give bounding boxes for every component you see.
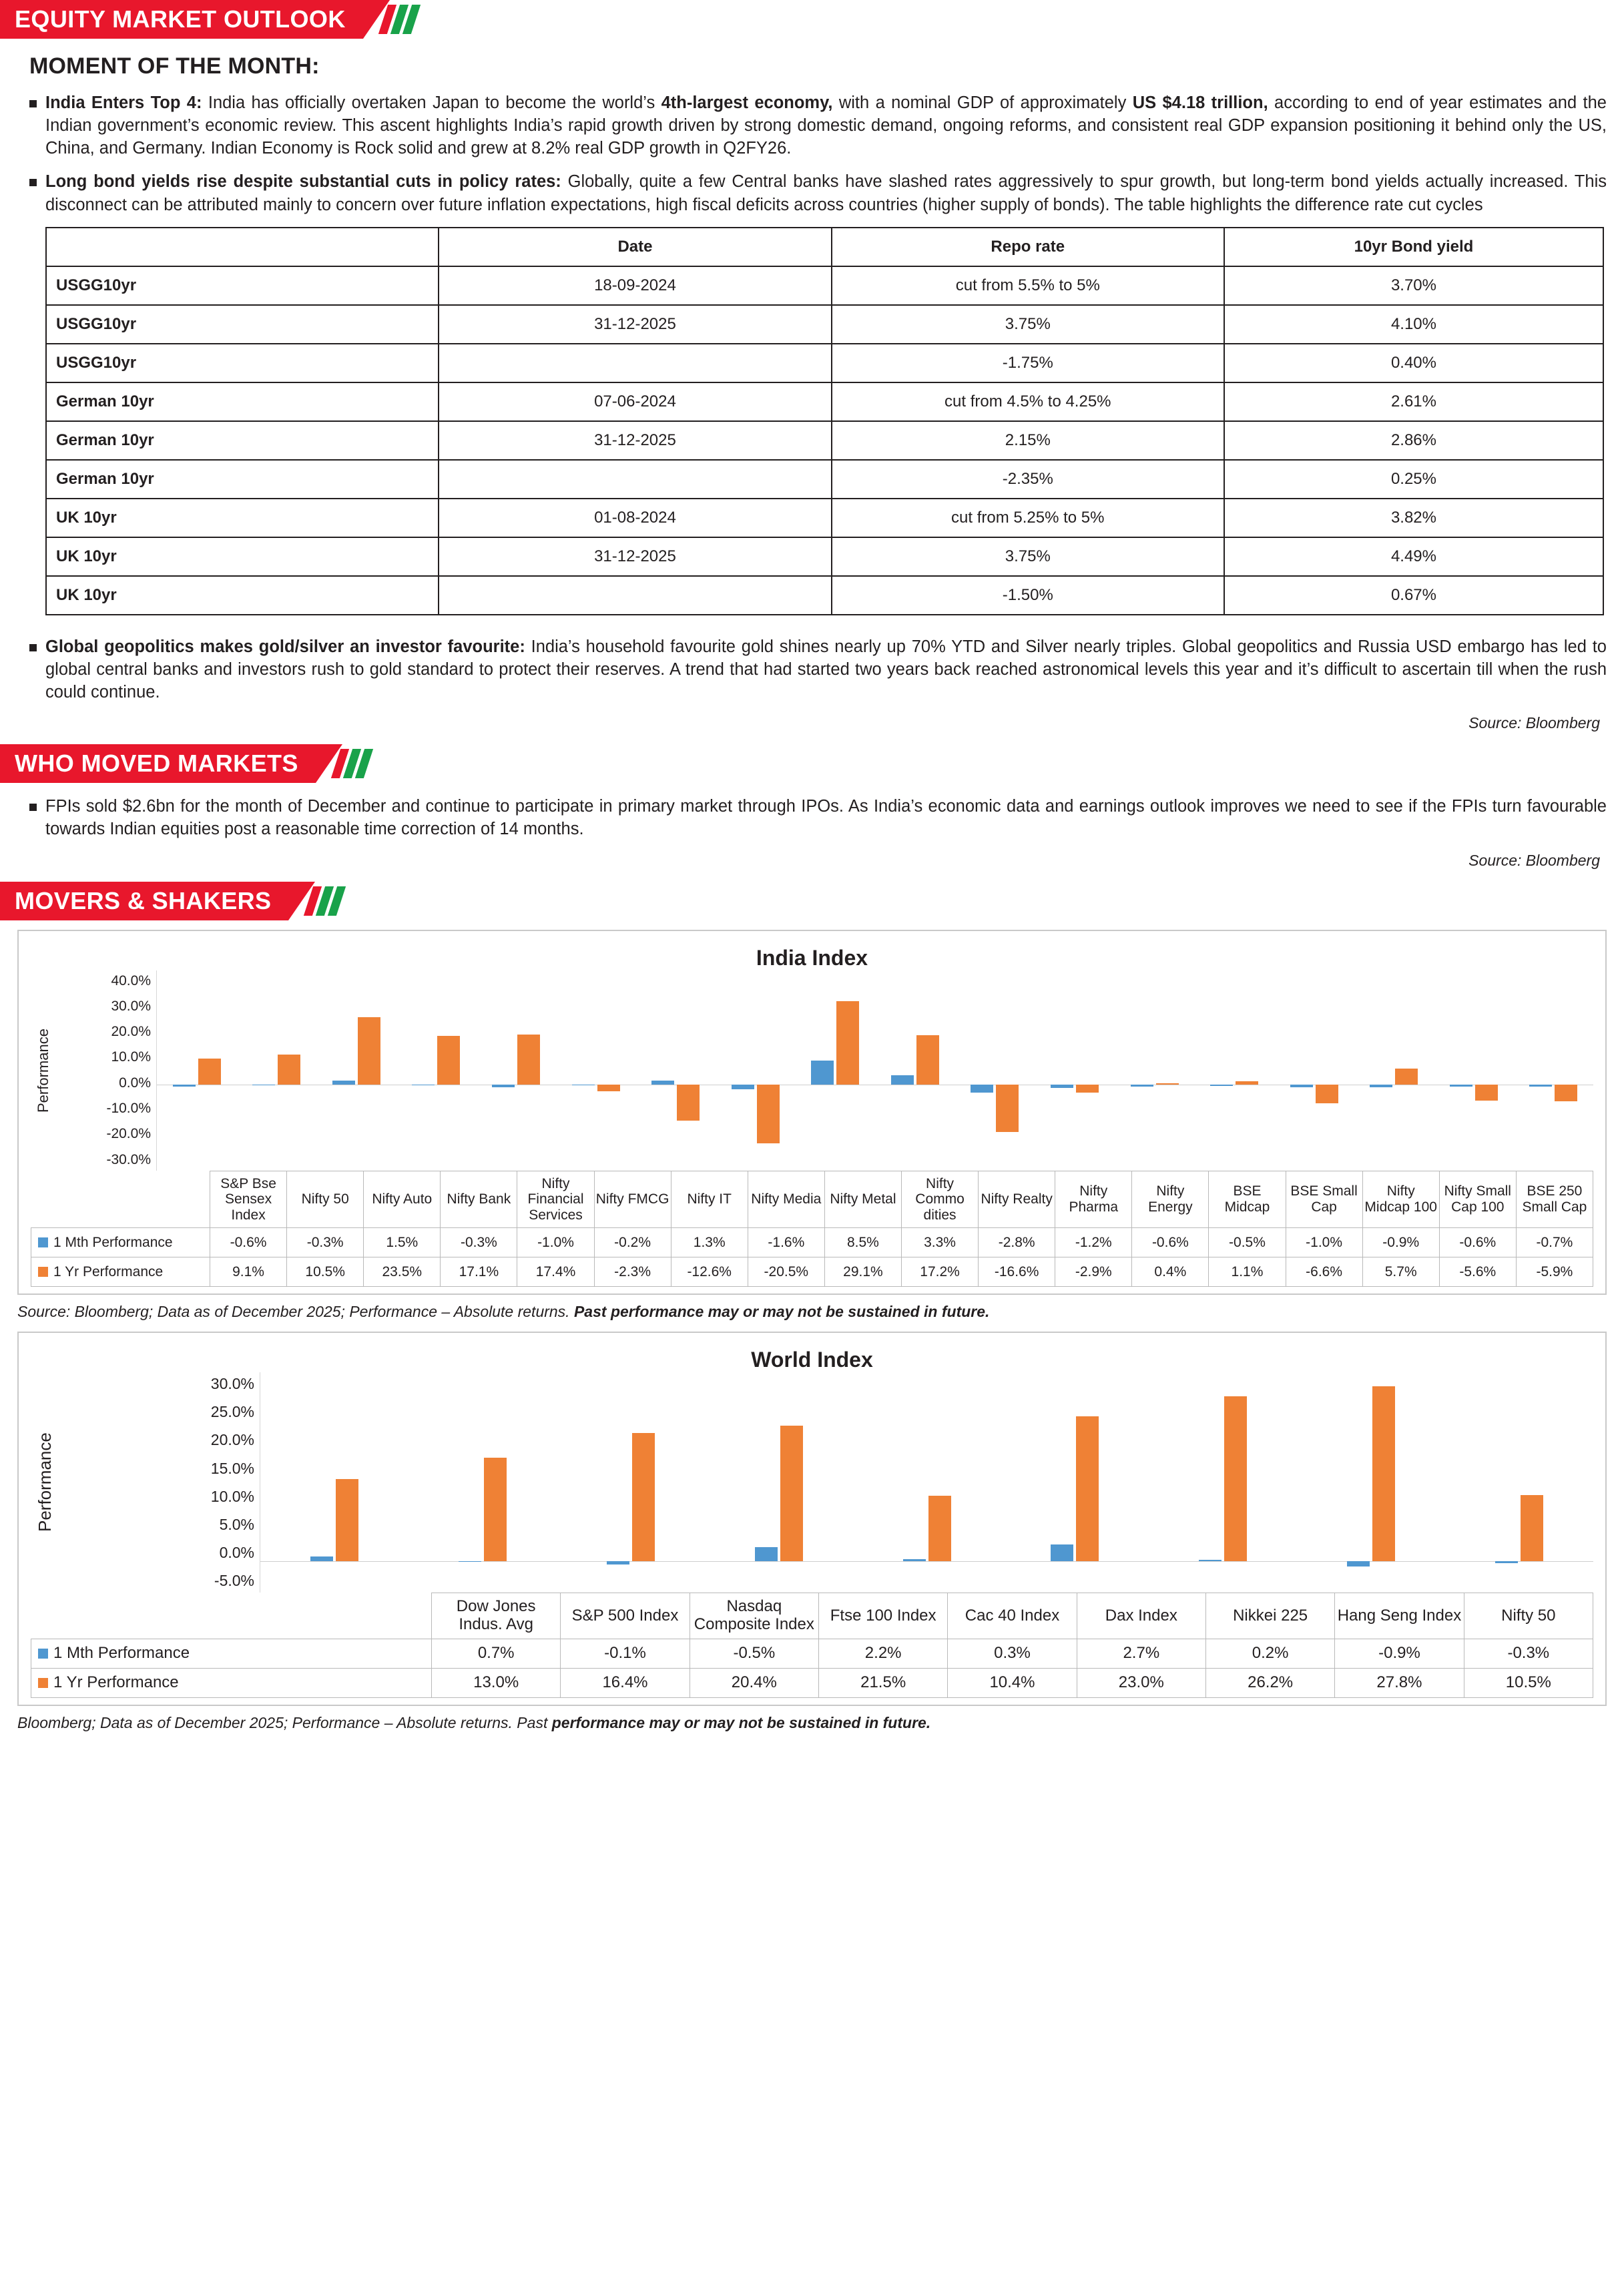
y-tick: 0.0% xyxy=(119,1075,151,1091)
bar-one-year xyxy=(1372,1386,1395,1561)
bar-one-year xyxy=(336,1479,358,1561)
value-one-year: 26.2% xyxy=(1205,1668,1334,1697)
bullet-lead: India Enters Top 4: xyxy=(45,93,202,112)
bar-one-year xyxy=(484,1458,507,1561)
y-axis-ticks-india xyxy=(56,970,156,1171)
bar-one-year xyxy=(996,1085,1019,1132)
value-one-year: 29.1% xyxy=(824,1257,901,1287)
col-header-repo-rate: Repo rate xyxy=(832,228,1224,266)
cell-yield: 3.70% xyxy=(1224,266,1603,305)
bar-group xyxy=(1149,1372,1297,1593)
who-moved-bullet-list xyxy=(17,795,1607,840)
value-one-year: -16.6% xyxy=(979,1257,1055,1287)
value-one-year: 1.1% xyxy=(1209,1257,1286,1287)
category-label: Nifty Auto xyxy=(364,1171,441,1228)
cell-repo: cut from 5.25% to 5% xyxy=(832,499,1224,537)
cell-label: UK 10yr xyxy=(46,499,439,537)
category-label: Nifty Realty xyxy=(979,1171,1055,1228)
bar-group xyxy=(705,1372,853,1593)
bar-one-year xyxy=(1076,1416,1099,1561)
bar-one-month xyxy=(971,1085,993,1093)
category-label: Nasdaq Composite Index xyxy=(690,1593,818,1639)
cell-label: USGG10yr xyxy=(46,266,439,305)
bar-one-year xyxy=(358,1017,380,1085)
bullet-text-3: according to end of year estimates and the Indian government’s economic review. This ascent highlights India’s rapid growth driven by strong domestic demand, ongoing reforms, and consistent real GDP expansion positioning it behind only the US, China, and Germany. Indian Economy is Rock solid and grew at 8.2% real GDP growth in Q2FY26. xyxy=(45,93,1607,158)
legend-key-one-month: 1 Mth Performance xyxy=(31,1639,432,1668)
category-label: Cac 40 Index xyxy=(948,1593,1077,1639)
category-label: Ftse 100 Index xyxy=(818,1593,947,1639)
bar-one-month xyxy=(1370,1085,1392,1087)
cell-label: USGG10yr xyxy=(46,344,439,382)
cell-date: 31-12-2025 xyxy=(439,305,831,344)
value-one-month: -0.5% xyxy=(690,1639,818,1668)
bar-one-month xyxy=(1051,1544,1073,1561)
value-one-year: 21.5% xyxy=(818,1668,947,1697)
bar-group xyxy=(1274,970,1354,1171)
value-one-month: -0.6% xyxy=(1132,1228,1209,1257)
category-label: Dow Jones Indus. Avg xyxy=(432,1593,561,1639)
bar-group xyxy=(1001,1372,1149,1593)
table-row xyxy=(46,344,1603,382)
gold-silver-bullet-list xyxy=(17,635,1607,703)
value-one-month: -0.6% xyxy=(210,1228,287,1257)
y-axis-label-india: Performance xyxy=(35,1028,51,1113)
section-banner-who-moved-markets xyxy=(0,744,1607,783)
bar-group xyxy=(955,970,1035,1171)
cell-date: 31-12-2025 xyxy=(439,421,831,460)
world-bars xyxy=(260,1372,1593,1593)
y-tick: 10.0% xyxy=(210,1487,254,1505)
y-axis-label-world: Performance xyxy=(35,1432,55,1532)
category-label: Nifty Financial Services xyxy=(517,1171,594,1228)
value-one-year: 10.5% xyxy=(1464,1668,1593,1697)
bar-one-year xyxy=(757,1085,780,1143)
y-tick: 25.0% xyxy=(210,1403,254,1421)
legend-key-one-month: 1 Mth Performance xyxy=(31,1228,210,1257)
value-one-year: -6.6% xyxy=(1286,1257,1362,1287)
category-label: Nifty Media xyxy=(748,1171,824,1228)
banner-slashes-icon xyxy=(308,882,344,920)
value-one-month: -1.0% xyxy=(1286,1228,1362,1257)
bar-group xyxy=(635,970,716,1171)
bar-group xyxy=(875,970,955,1171)
col-header-bond-yield: 10yr Bond yield xyxy=(1224,228,1603,266)
bar-group xyxy=(1434,970,1514,1171)
value-one-month: 1.3% xyxy=(671,1228,748,1257)
y-tick: 10.0% xyxy=(111,1049,151,1065)
cell-yield: 0.40% xyxy=(1224,344,1603,382)
value-one-year: -5.9% xyxy=(1516,1257,1593,1287)
bar-one-year xyxy=(836,1001,859,1085)
bar-one-year xyxy=(278,1055,300,1085)
cell-label: German 10yr xyxy=(46,460,439,499)
value-one-month: 0.7% xyxy=(432,1639,561,1668)
bar-group xyxy=(796,970,876,1171)
banner-label: EQUITY MARKET OUTLOOK xyxy=(0,0,363,39)
table-row xyxy=(46,499,1603,537)
table-row xyxy=(46,305,1603,344)
bar-one-month xyxy=(173,1085,196,1087)
bullet-text: India’s household favourite gold shines nearly up 70% YTD and Silver nearly triples. Global geopolitics and Russia USD embargo has led to global central banks and investors rush to gold standard to protect their reserves. A trend that had started two years back reached astronomical levels this year and it’s difficult to ascertain till when the rush could continue. xyxy=(45,637,1607,702)
bar-one-year xyxy=(677,1085,700,1121)
bar-one-month xyxy=(811,1061,834,1085)
category-label: Dax Index xyxy=(1077,1593,1205,1639)
cell-yield: 4.49% xyxy=(1224,537,1603,576)
bar-one-month xyxy=(903,1559,926,1561)
y-tick: 30.0% xyxy=(210,1375,254,1393)
category-label: Nifty FMCG xyxy=(594,1171,671,1228)
banner-label: MOVERS & SHAKERS xyxy=(0,882,288,920)
bar-group xyxy=(157,970,237,1171)
value-one-month: 1.5% xyxy=(364,1228,441,1257)
y-tick: -10.0% xyxy=(106,1100,151,1116)
source-bloomberg-2: Source: Bloomberg xyxy=(1468,851,1600,869)
value-one-year: 17.4% xyxy=(517,1257,594,1287)
cell-date: 07-06-2024 xyxy=(439,382,831,421)
value-one-month: -0.9% xyxy=(1362,1228,1439,1257)
bar-group xyxy=(1297,1372,1445,1593)
bar-one-month xyxy=(607,1561,629,1564)
y-tick: 20.0% xyxy=(210,1431,254,1449)
bar-one-month xyxy=(1347,1561,1370,1566)
bar-group xyxy=(1115,970,1195,1171)
world-chart-area xyxy=(31,1372,1593,1593)
cell-date xyxy=(439,344,831,382)
bullet-fpi-flows: FPIs sold $2.6bn for the month of December and continue to participate in primary market through IPOs. As India’s economic data and earnings outlook improves we need to see if the FPIs turn favourable towards Indian equities post a reasonable time correction of 14 months. xyxy=(17,795,1607,840)
cell-date xyxy=(439,460,831,499)
y-tick: 40.0% xyxy=(111,972,151,988)
col-header-date: Date xyxy=(439,228,831,266)
value-one-year: 9.1% xyxy=(210,1257,287,1287)
bar-group xyxy=(853,1372,1001,1593)
value-one-month: -0.6% xyxy=(1439,1228,1516,1257)
table-row-1mth xyxy=(31,1639,1593,1668)
y-tick: 5.0% xyxy=(219,1515,254,1533)
bullet-text: Globally, quite a few Central banks have slashed rates aggressively to spur growth, but long-term bond yields actually increased. This disconnect can be attributed mainly to concern over future inflation expectations, high fiscal deficits across countries (higher supply of bonds). The table highlights the difference rate cut cycles xyxy=(45,172,1607,214)
cell-yield: 4.10% xyxy=(1224,305,1603,344)
bar-one-year xyxy=(1076,1085,1099,1093)
value-one-month: -1.6% xyxy=(748,1228,824,1257)
bar-one-month xyxy=(651,1081,674,1085)
bullet-lead: Long bond yields rise despite substantial cuts in policy rates: xyxy=(45,172,561,192)
table-row xyxy=(46,576,1603,615)
cell-repo: -1.75% xyxy=(832,344,1224,382)
value-one-year: 5.7% xyxy=(1362,1257,1439,1287)
value-one-month: -0.3% xyxy=(441,1228,517,1257)
bar-one-year xyxy=(780,1426,803,1561)
bar-one-year xyxy=(1156,1083,1179,1085)
cell-yield: 0.25% xyxy=(1224,460,1603,499)
category-label: BSE Midcap xyxy=(1209,1171,1286,1228)
y-axis-ticks-world xyxy=(59,1372,260,1593)
bar-one-year xyxy=(437,1036,460,1085)
bar-group xyxy=(556,970,636,1171)
cell-date: 31-12-2025 xyxy=(439,537,831,576)
cell-repo: cut from 4.5% to 4.25% xyxy=(832,382,1224,421)
bar-one-month xyxy=(1495,1561,1518,1563)
table-row-1mth xyxy=(31,1228,1593,1257)
bar-one-year xyxy=(916,1035,939,1085)
bullet-lead: Global geopolitics makes gold/silver an investor favourite: xyxy=(45,637,525,656)
bar-group xyxy=(1445,1372,1593,1593)
y-tick: -30.0% xyxy=(106,1151,151,1167)
category-label: Nifty Commo dities xyxy=(901,1171,978,1228)
bar-one-year xyxy=(517,1035,540,1085)
bar-one-month xyxy=(891,1075,914,1085)
bar-one-month xyxy=(332,1081,355,1085)
cell-repo: -2.35% xyxy=(832,460,1224,499)
value-one-year: -2.9% xyxy=(1055,1257,1132,1287)
bar-group xyxy=(1354,970,1434,1171)
y-tick: 15.0% xyxy=(210,1459,254,1477)
category-label: Nifty Metal xyxy=(824,1171,901,1228)
value-one-month: -1.2% xyxy=(1055,1228,1132,1257)
cell-repo: -1.50% xyxy=(832,576,1224,615)
legend-key-one-year: 1 Yr Performance xyxy=(31,1668,432,1697)
value-one-month: -1.0% xyxy=(517,1228,594,1257)
cell-yield: 3.82% xyxy=(1224,499,1603,537)
cell-yield: 2.86% xyxy=(1224,421,1603,460)
col-header-0 xyxy=(46,228,439,266)
table-row-categories xyxy=(31,1171,1593,1228)
section-banner-movers-shakers xyxy=(0,882,1607,920)
value-one-year: 27.8% xyxy=(1335,1668,1464,1697)
section-banner-equity-outlook xyxy=(0,0,1607,39)
value-one-year: 10.4% xyxy=(948,1668,1077,1697)
value-one-month: 2.2% xyxy=(818,1639,947,1668)
value-one-year: 16.4% xyxy=(561,1668,690,1697)
y-tick: 0.0% xyxy=(219,1543,254,1561)
cell-repo: 3.75% xyxy=(832,305,1224,344)
moment-of-the-month-title: MOMENT OF THE MONTH: xyxy=(29,53,320,79)
bar-group xyxy=(396,970,477,1171)
bar-one-month xyxy=(1199,1560,1222,1561)
category-label: BSE Small Cap xyxy=(1286,1171,1362,1228)
table-row xyxy=(46,382,1603,421)
world-index-data-table xyxy=(31,1593,1593,1698)
table-row-categories xyxy=(31,1593,1593,1639)
bar-group xyxy=(1514,970,1594,1171)
value-one-month: -0.7% xyxy=(1516,1228,1593,1257)
table-row xyxy=(46,266,1603,305)
value-one-month: -0.5% xyxy=(1209,1228,1286,1257)
bar-group xyxy=(316,970,396,1171)
value-one-month: -0.9% xyxy=(1335,1639,1464,1668)
bar-one-year xyxy=(1475,1085,1498,1101)
value-one-month: -0.3% xyxy=(287,1228,364,1257)
india-index-chart-panel xyxy=(17,930,1607,1296)
source-text-bold: Past performance may or may not be sustained in future. xyxy=(569,1303,990,1321)
banner-label: WHO MOVED MARKETS xyxy=(0,744,316,783)
bar-one-year xyxy=(1316,1085,1338,1103)
y-tick: -5.0% xyxy=(214,1572,254,1590)
category-label: Nikkei 225 xyxy=(1205,1593,1334,1639)
cell-label: USGG10yr xyxy=(46,305,439,344)
bar-one-month xyxy=(755,1547,778,1561)
value-one-month: 3.3% xyxy=(901,1228,978,1257)
bullet-india-top4 xyxy=(17,91,1607,160)
value-one-month: 0.3% xyxy=(948,1639,1077,1668)
table-row xyxy=(46,460,1603,499)
outlook-bullet-list xyxy=(17,91,1607,216)
table-row-1yr xyxy=(31,1257,1593,1287)
value-one-year: 20.4% xyxy=(690,1668,818,1697)
bar-one-month xyxy=(1051,1085,1073,1088)
category-label: Nifty 50 xyxy=(1464,1593,1593,1639)
table-row-1yr xyxy=(31,1668,1593,1697)
value-one-year: 10.5% xyxy=(287,1257,364,1287)
value-one-month: 0.2% xyxy=(1205,1639,1334,1668)
bullet-text-2: with a nominal GDP of approximately xyxy=(832,93,1133,112)
bar-group xyxy=(557,1372,705,1593)
bar-one-month xyxy=(492,1085,515,1087)
india-bars xyxy=(157,970,1593,1171)
bar-one-month xyxy=(1529,1085,1552,1087)
bar-one-year xyxy=(1236,1081,1258,1085)
category-label: Nifty Energy xyxy=(1132,1171,1209,1228)
bar-one-year xyxy=(632,1433,655,1561)
bar-one-year xyxy=(1521,1495,1543,1561)
category-label: Nifty 50 xyxy=(287,1171,364,1228)
category-label: BSE 250 Small Cap xyxy=(1516,1171,1593,1228)
value-one-year: -5.6% xyxy=(1439,1257,1516,1287)
source-bloomberg-1: Source: Bloomberg xyxy=(1468,714,1600,732)
bar-group xyxy=(409,1372,557,1593)
bar-group xyxy=(716,970,796,1171)
category-label: Nifty Small Cap 100 xyxy=(1439,1171,1516,1228)
cell-repo: 3.75% xyxy=(832,537,1224,576)
bar-one-year xyxy=(928,1496,951,1561)
bar-one-year xyxy=(1224,1396,1247,1561)
bar-one-month xyxy=(1450,1085,1472,1087)
value-one-year: 17.1% xyxy=(441,1257,517,1287)
cell-repo: 2.15% xyxy=(832,421,1224,460)
table-row xyxy=(46,421,1603,460)
world-chart-source-note xyxy=(17,1714,1607,1732)
value-one-year: -20.5% xyxy=(748,1257,824,1287)
banner-slashes-icon xyxy=(336,744,372,783)
cell-yield: 2.61% xyxy=(1224,382,1603,421)
value-one-month: -2.8% xyxy=(979,1228,1055,1257)
category-label: Nifty Bank xyxy=(441,1171,517,1228)
india-index-data-table xyxy=(31,1171,1593,1288)
table-row xyxy=(46,537,1603,576)
value-one-month: -0.2% xyxy=(594,1228,671,1257)
source-text: Bloomberg; Data as of December 2025; Performance – Absolute returns. Past xyxy=(17,1713,552,1731)
cell-yield: 0.67% xyxy=(1224,576,1603,615)
bar-one-year xyxy=(1555,1085,1577,1101)
bullet-text: India has officially overtaken Japan to become the world’s xyxy=(202,93,661,112)
value-one-year: 23.5% xyxy=(364,1257,441,1287)
category-label: Nifty Pharma xyxy=(1055,1171,1132,1228)
bar-one-year xyxy=(1395,1069,1418,1085)
bar-one-month xyxy=(1131,1085,1153,1087)
bar-group xyxy=(1194,970,1274,1171)
bar-group xyxy=(476,970,556,1171)
rate-cut-cycle-table xyxy=(45,227,1604,615)
cell-label: UK 10yr xyxy=(46,537,439,576)
world-plot-region xyxy=(260,1372,1593,1593)
bar-one-month xyxy=(459,1561,481,1562)
bar-one-month xyxy=(310,1556,333,1561)
value-one-month: 2.7% xyxy=(1077,1639,1205,1668)
cell-date xyxy=(439,576,831,615)
bar-one-month xyxy=(732,1085,754,1089)
india-plot-region xyxy=(156,970,1593,1171)
bar-one-year xyxy=(597,1085,620,1091)
category-label: S&P 500 Index xyxy=(561,1593,690,1639)
cell-label: German 10yr xyxy=(46,382,439,421)
bar-group xyxy=(260,1372,409,1593)
bullet-bold-1: 4th-largest economy, xyxy=(661,93,833,112)
world-index-chart-panel xyxy=(17,1332,1607,1706)
category-label: Nifty Midcap 100 xyxy=(1362,1171,1439,1228)
bar-one-month xyxy=(1210,1085,1233,1086)
bar-group xyxy=(1035,970,1115,1171)
bar-one-year xyxy=(198,1059,221,1085)
y-tick: -20.0% xyxy=(106,1126,151,1142)
bullet-bold-2: US $4.18 trillion, xyxy=(1132,93,1268,112)
value-one-year: -2.3% xyxy=(594,1257,671,1287)
value-one-month: -0.3% xyxy=(1464,1639,1593,1668)
category-label: Hang Seng Index xyxy=(1335,1593,1464,1639)
bullet-gold-silver xyxy=(17,635,1607,703)
source-text-bold: performance may or may not be sustained in future. xyxy=(551,1713,931,1731)
cell-date: 18-09-2024 xyxy=(439,266,831,305)
category-label: Nifty IT xyxy=(671,1171,748,1228)
banner-slashes-icon xyxy=(383,0,419,39)
india-chart-area xyxy=(31,970,1593,1171)
value-one-year: 23.0% xyxy=(1077,1668,1205,1697)
value-one-month: -0.1% xyxy=(561,1639,690,1668)
value-one-year: 13.0% xyxy=(432,1668,561,1697)
y-tick: 30.0% xyxy=(111,998,151,1014)
bullet-long-bond-yields xyxy=(17,170,1607,216)
cell-label: UK 10yr xyxy=(46,576,439,615)
value-one-year: 17.2% xyxy=(901,1257,978,1287)
cell-repo: cut from 5.5% to 5% xyxy=(832,266,1224,305)
chart-title-world: World Index xyxy=(751,1348,873,1372)
bar-one-month xyxy=(1290,1085,1313,1087)
cell-date: 01-08-2024 xyxy=(439,499,831,537)
value-one-year: 0.4% xyxy=(1132,1257,1209,1287)
bar-group xyxy=(237,970,317,1171)
table-header-row xyxy=(46,228,1603,266)
value-one-month: 8.5% xyxy=(824,1228,901,1257)
value-one-year: -12.6% xyxy=(671,1257,748,1287)
cell-label: German 10yr xyxy=(46,421,439,460)
y-tick: 20.0% xyxy=(111,1024,151,1040)
category-label: S&P Bse Sensex Index xyxy=(210,1171,287,1228)
india-chart-source-note xyxy=(17,1303,1607,1321)
chart-title-india: India Index xyxy=(756,945,868,970)
legend-key-one-year: 1 Yr Performance xyxy=(31,1257,210,1287)
source-text: Source: Bloomberg; Data as of December 2025; Performance – Absolute returns. xyxy=(17,1303,570,1321)
